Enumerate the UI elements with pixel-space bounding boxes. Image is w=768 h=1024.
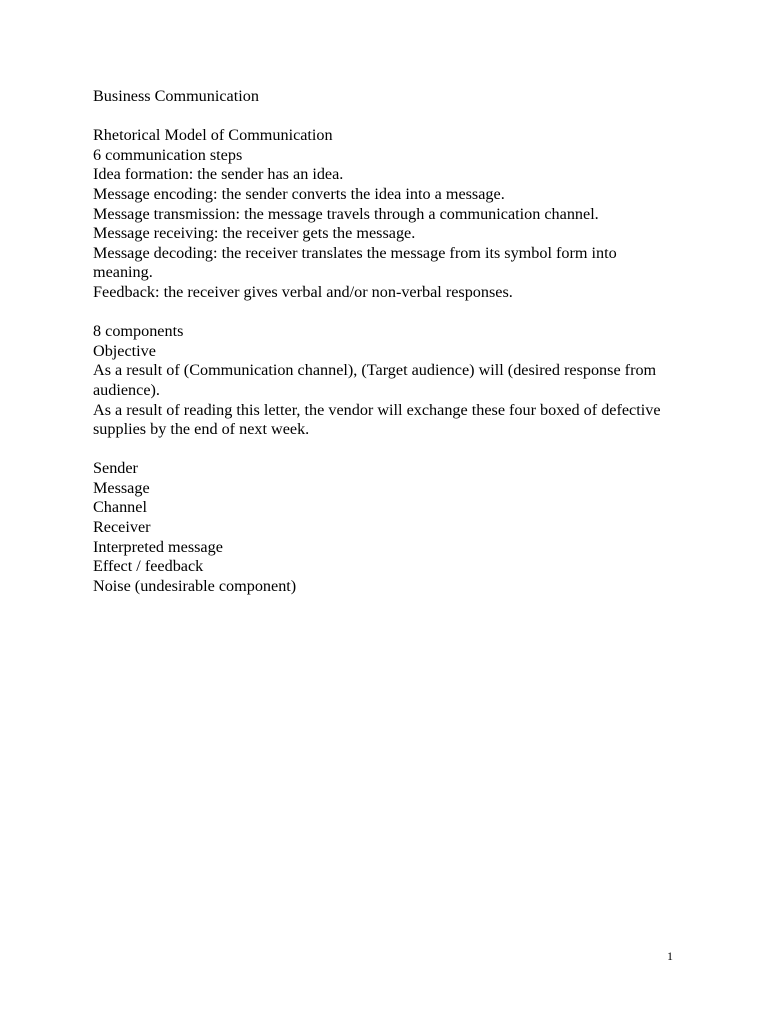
step-item: Message encoding: the sender converts the idea into a message. (93, 184, 505, 203)
component-item: Message (93, 478, 150, 497)
page-number: 1 (667, 949, 673, 963)
document-title: Business Communication (93, 87, 259, 105)
blank-line (93, 440, 693, 460)
blank-line (93, 303, 693, 323)
model-heading: Rhetorical Model of Communication (93, 126, 333, 145)
step-item: Idea formation: the sender has an idea. (93, 165, 344, 184)
step-item: Message decoding: the receiver translates the message from its symbol form into meaning. (93, 243, 617, 282)
component-item: Sender (93, 459, 138, 478)
components-heading: 8 components (93, 322, 184, 341)
component-item: Receiver (93, 518, 151, 537)
objective-label: Objective (93, 341, 156, 360)
objective-example: As a result of reading this letter, the vendor will exchange these four boxed of defective supplies by the end of next week. (93, 400, 661, 439)
step-item: Message receiving: the receiver gets the message. (93, 224, 416, 243)
component-item: Channel (93, 498, 147, 517)
component-item: Interpreted message (93, 537, 223, 556)
step-item: Feedback: the receiver gives verbal and/or non-verbal responses. (93, 282, 513, 301)
step-item: Message transmission: the message travels through a communication channel. (93, 204, 599, 223)
document-body (93, 87, 693, 596)
steps-heading: 6 communication steps (93, 145, 243, 164)
blank-line (93, 107, 693, 127)
component-item: Effect / feedback (93, 557, 204, 576)
component-item: Noise (undesirable component) (93, 576, 297, 595)
objective-template: As a result of (Communication channel), (Target audience) will (desired response from audience). (93, 361, 657, 399)
